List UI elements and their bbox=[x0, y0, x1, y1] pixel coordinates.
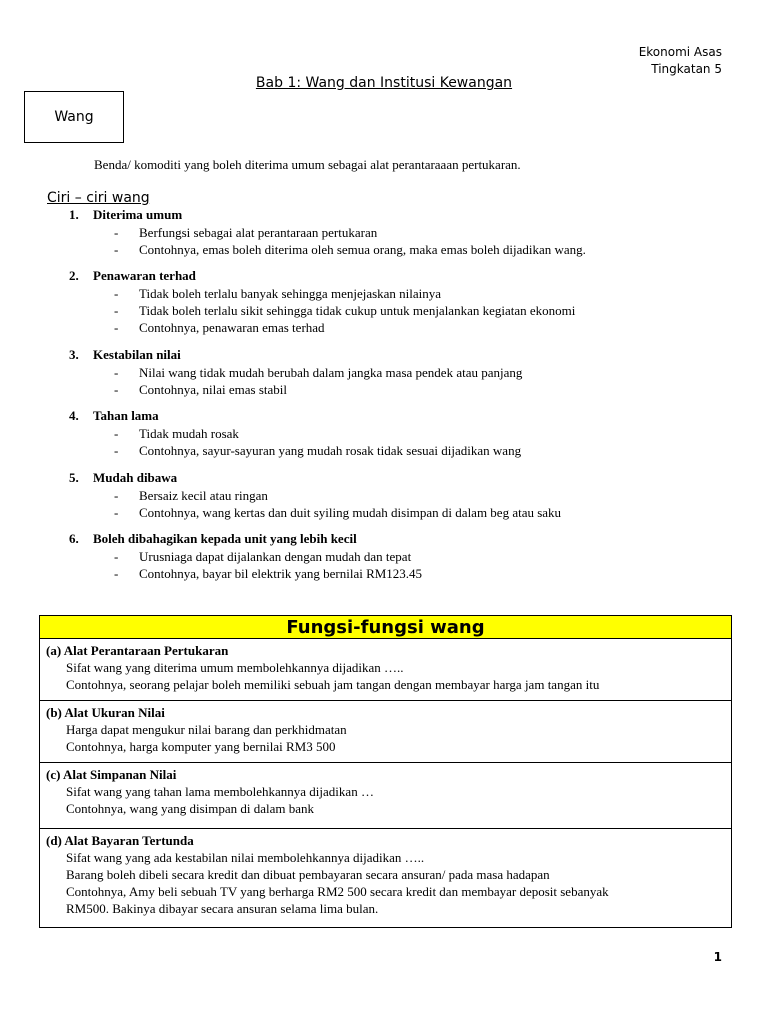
trait-point: - Contohnya, emas boleh diterima oleh semua orang, maka emas boleh dijadikan wang. bbox=[114, 242, 586, 257]
trait-point: - Contohnya, nilai emas stabil bbox=[114, 382, 288, 397]
trait-item bbox=[69, 207, 586, 258]
trait-name: Boleh dibahagikan kepada unit yang lebih kecil bbox=[93, 531, 357, 546]
trait-item bbox=[69, 347, 522, 398]
document-header-meta bbox=[639, 44, 722, 78]
definition-text: Benda/ komoditi yang boleh diterima umum sebagai alat perantaraaan pertukaran. bbox=[94, 157, 521, 172]
trait-point: - Contohnya, penawaran emas terhad bbox=[114, 320, 325, 335]
trait-point: - Nilai wang tidak mudah berubah dalam jangka masa pendek atau panjang bbox=[114, 365, 523, 380]
trait-points bbox=[69, 487, 561, 521]
trait-name: Kestabilan nilai bbox=[93, 347, 181, 362]
trait-point: - Urusniaga dapat dijalankan dengan mudah dan tepat bbox=[114, 549, 412, 564]
trait-number: 4. bbox=[69, 408, 79, 423]
function-line: Sifat wang yang tahan lama membolehkannya dijadikan … bbox=[66, 784, 374, 799]
function-line: Contohnya, harga komputer yang bernilai RM3 500 bbox=[66, 739, 336, 754]
functions-table-row bbox=[40, 701, 731, 763]
function-line: Sifat wang yang diterima umum membolehkannya dijadikan ….. bbox=[66, 660, 404, 675]
trait-item bbox=[69, 408, 521, 459]
trait-points bbox=[69, 224, 586, 258]
trait-item bbox=[69, 470, 561, 521]
function-heading: (d) Alat Bayaran Tertunda bbox=[46, 833, 194, 848]
trait-point: - Berfungsi sebagai alat perantaraan pertukaran bbox=[114, 225, 378, 240]
trait-points bbox=[69, 285, 575, 336]
trait-point: - Contohnya, sayur-sayuran yang mudah rosak tidak sesuai dijadikan wang bbox=[114, 443, 522, 458]
section-title-ciri: Ciri – ciri wang bbox=[47, 190, 150, 206]
functions-table-title: Fungsi-fungsi wang bbox=[40, 616, 731, 639]
trait-point: - Tidak boleh terlalu sikit sehingga tidak cukup untuk menjalankan kegiatan ekonomi bbox=[114, 303, 576, 318]
trait-point: - Tidak mudah rosak bbox=[114, 426, 239, 441]
function-heading: (c) Alat Simpanan Nilai bbox=[46, 767, 177, 782]
function-line: Barang boleh dibeli secara kredit dan dibuat pembayaran secara ansuran/ pada masa hadapan bbox=[66, 867, 550, 882]
trait-number: 6. bbox=[69, 531, 79, 546]
functions-table-row bbox=[40, 829, 731, 927]
function-line: Sifat wang yang ada kestabilan nilai membolehkannya dijadikan ….. bbox=[66, 850, 425, 865]
functions-table bbox=[39, 615, 732, 928]
trait-number: 2. bbox=[69, 268, 79, 283]
function-line: Contohnya, seorang pelajar boleh memiliki sebuah jam tangan dengan membayar harga jam tangan itu bbox=[66, 677, 600, 692]
trait-points bbox=[69, 425, 521, 459]
functions-table-row bbox=[40, 639, 731, 701]
functions-table-row bbox=[40, 763, 731, 829]
function-line: Contohnya, Amy beli sebuah TV yang berharga RM2 500 secara kredit dan membayar deposit sebanyak bbox=[66, 884, 609, 899]
function-line: Contohnya, wang yang disimpan di dalam bank bbox=[66, 801, 315, 816]
trait-name: Tahan lama bbox=[93, 408, 159, 423]
topic-label: Wang bbox=[54, 109, 94, 125]
trait-name: Diterima umum bbox=[93, 207, 183, 222]
page-number: 1 bbox=[713, 950, 722, 964]
function-heading: (b) Alat Ukuran Nilai bbox=[46, 705, 165, 720]
function-line: Harga dapat mengukur nilai barang dan perkhidmatan bbox=[66, 722, 347, 737]
function-heading: (a) Alat Perantaraan Pertukaran bbox=[46, 643, 229, 658]
subject-label: Ekonomi Asas bbox=[638, 45, 722, 59]
page-title: Bab 1: Wang dan Institusi Kewangan bbox=[255, 75, 513, 91]
trait-number: 3. bbox=[69, 347, 79, 362]
trait-point: - Contohnya, wang kertas dan duit syiling mudah disimpan di dalam beg atau saku bbox=[114, 505, 562, 520]
trait-item bbox=[69, 268, 575, 336]
trait-name: Penawaran terhad bbox=[93, 268, 196, 283]
level-label: Tingkatan 5 bbox=[651, 62, 722, 76]
trait-point: - Bersaiz kecil atau ringan bbox=[114, 488, 268, 503]
function-line: RM500. Bakinya dibayar secara ansuran selama lima bulan. bbox=[66, 901, 379, 916]
trait-number: 5. bbox=[69, 470, 79, 485]
trait-points bbox=[69, 364, 522, 398]
topic-box bbox=[24, 91, 124, 143]
trait-name: Mudah dibawa bbox=[93, 470, 178, 485]
trait-item bbox=[69, 531, 422, 582]
trait-points bbox=[69, 548, 422, 582]
trait-point: - Contohnya, bayar bil elektrik yang bernilai RM123.45 bbox=[114, 566, 423, 581]
trait-number: 1. bbox=[69, 207, 79, 222]
trait-point: - Tidak boleh terlalu banyak sehingga menjejaskan nilainya bbox=[114, 286, 442, 301]
